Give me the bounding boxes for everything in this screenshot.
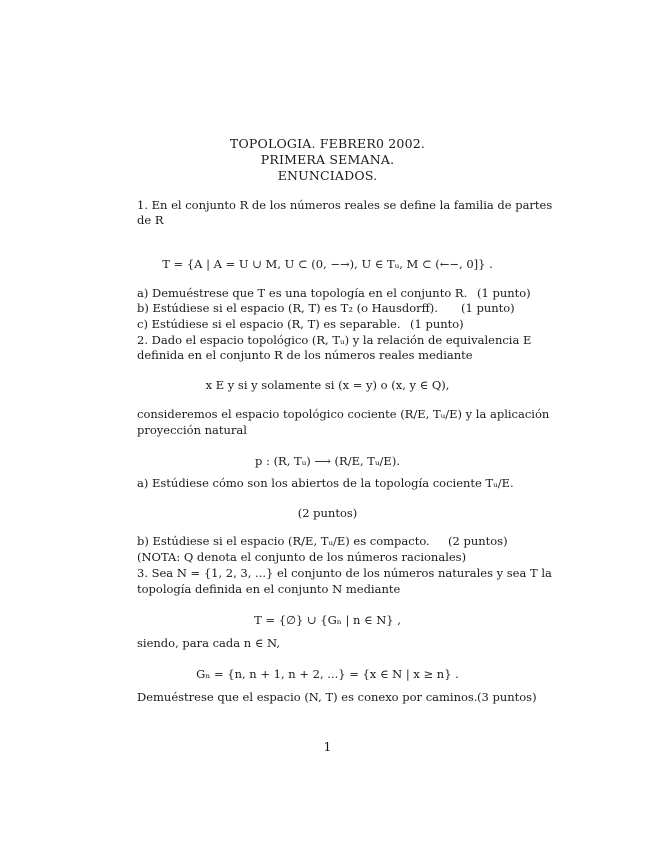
ex3-task: Demuéstrese que el espacio (N, T) es conexo por caminos. (137, 690, 478, 704)
ex2-consider-line-2: proyección natural (137, 423, 247, 437)
ex2-part-b: b) Estúdiese si el espacio (R/E, Tᵤ/E) es compacto. (137, 534, 430, 548)
ex2-part-b-points: (2 puntos) (448, 534, 508, 548)
ex2-projection: p : (R, Tᵤ) ⟶ (R/E, Tᵤ/E). (255, 454, 400, 468)
ex1-intro-line-1: 1. En el conjunto R de los números reales se define la familia de partes (137, 198, 553, 212)
ex2-intro-line-1: 2. Dado el espacio topológico (R, Tᵤ) y la relación de equivalencia E (137, 333, 532, 347)
title-line-1: TOPOLOGIA. FEBRER0 2002. (229, 136, 426, 151)
ex2-part-a-points: (2 puntos) (297, 506, 358, 520)
ex2-part-a: a) Estúdiese cómo son los abiertos de la topología cociente Tᵤ/E. (137, 476, 514, 490)
ex3-task-points: (3 puntos) (477, 690, 537, 704)
ex3-siendo: siendo, para cada n ∈ N, (137, 636, 280, 650)
ex2-note: (NOTA: Q denota el conjunto de los números racionales) (137, 550, 467, 564)
ex3-formula-1: T = {∅} ∪ {Gₙ | n ∈ N} , (254, 613, 401, 627)
ex1-part-a-points: (1 punto) (477, 286, 531, 300)
ex1-part-b: b) Estúdiese si el espacio (R, T) es T₂ (o Hausdorff). (137, 301, 438, 315)
ex3-intro-line-1: 3. Sea N = {1, 2, 3, ...} el conjunto de los números naturales y sea T la (137, 566, 552, 580)
ex1-part-c: c) Estúdiese si el espacio (R, T) es separable. (137, 317, 401, 331)
ex1-part-b-points: (1 punto) (461, 301, 515, 315)
title-line-2: PRIMERA SEMANA. (260, 152, 395, 167)
ex3-intro-line-2: topología definida en el conjunto N mediante (137, 582, 401, 596)
ex2-intro-line-2: definida en el conjunto R de los números reales mediante (137, 348, 473, 362)
title-line-3: ENUNCIADOS. (277, 168, 378, 183)
ex1-part-c-points: (1 punto) (410, 317, 464, 331)
ex2-relation: x E y si y solamente si (x = y) o (x, y ∈ Q), (205, 378, 450, 392)
ex1-formula: T = {A | A = U ∪ M, U ⊂ (0, −→), U ∈ Tᵤ, M ⊂ (←−, 0]} . (162, 257, 493, 271)
page-number: 1 (323, 739, 332, 754)
ex1-intro-line-2: de R (137, 213, 164, 227)
ex2-consider-line-1: consideremos el espacio topológico cociente (R/E, Tᵤ/E) y la aplicación (137, 407, 550, 421)
ex1-part-a: a) Demuéstrese que T es una topología en el conjunto R. (137, 286, 468, 300)
ex3-formula-2: Gₙ = {n, n + 1, n + 2, ...} = {x ∈ N | x ≥ n} . (196, 667, 459, 681)
